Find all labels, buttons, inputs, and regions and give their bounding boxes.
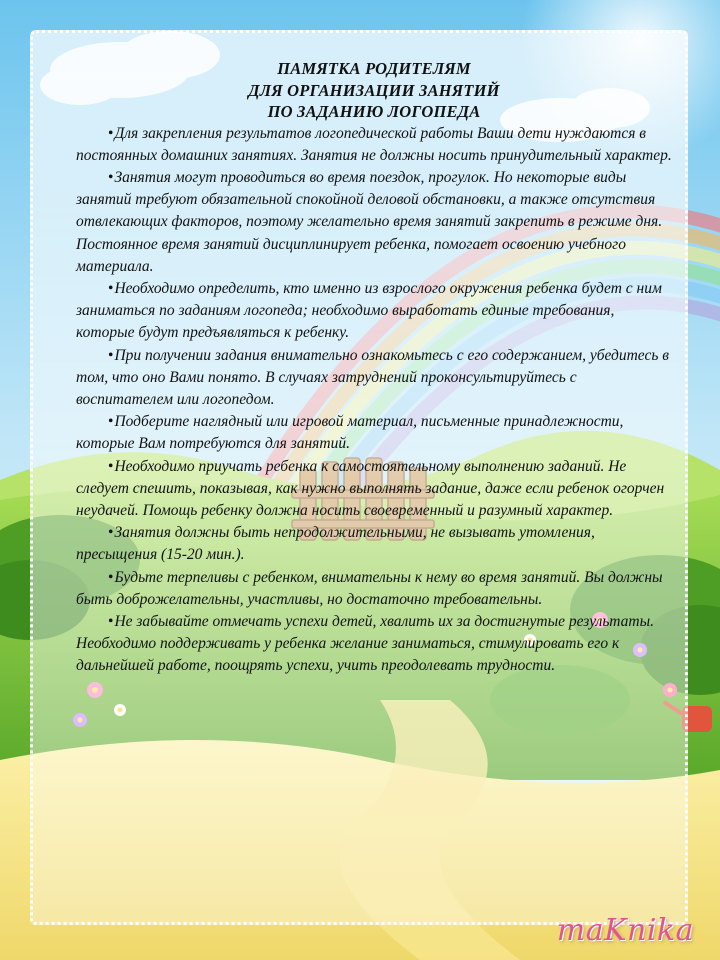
paragraph-1: •Для закрепления результатов логопедической работы Ваши дети нуждаются в постоянных домашних занятиях. Занятия не должны носить принудительный характер. xyxy=(76,124,672,164)
paragraph-4: •При получении задания внимательно ознакомьтесь с его содержанием, убедитесь в том, что оно Вами понято. В случаях затруднений проконсультируйтесь с воспитателем или логопедом. xyxy=(76,346,670,408)
bullet-icon: • xyxy=(108,413,114,431)
paragraph-8: •Будьте терпеливы с ребенком, внимательны к нему во время занятий. Вы должны быть доброжелательны, участливы, но достаточно требовательны. xyxy=(76,568,663,608)
paragraph-7: •Занятия должны быть непродолжительными, не вызывать утомления, пресыщения (15-20 мин.). xyxy=(76,524,595,564)
bullet-icon: • xyxy=(108,168,114,186)
title-line-1: ПАМЯТКА РОДИТЕЛЯМ xyxy=(277,59,471,78)
memo-content xyxy=(76,58,672,678)
paragraph-2: •Занятия могут проводиться во время поездок, прогулок. Но некоторые виды занятий требуют обязательной спокойной деловой обстановки, а также отсутствия отвлекающих факторов, поэтому желательно время занятий закрепить в режиме дня. Постоянное время занятий дисциплинирует ребенка, помогает освоению учебного материала. xyxy=(76,168,663,275)
paragraph-5: •Подберите наглядный или игровой материал, письменные принадлежности, которые Вам потребуются для занятий. xyxy=(76,413,624,453)
paragraph-3: •Необходимо определить, кто именно из взрослого окружения ребенка будет с ним заниматься по заданиям логопеда; необходимо выработать единые требования, которые будут предъявляться к ребенку. xyxy=(76,279,662,342)
bullet-icon: • xyxy=(108,457,114,475)
bullet-icon: • xyxy=(108,124,114,142)
watermark-logo: maKnika xyxy=(556,913,694,948)
bullet-icon: • xyxy=(108,346,114,364)
paragraph-6: •Необходимо приучать ребенка к самостоятельному выполнению заданий. Не следует спешить, показывая, как нужно выполнять задание, даже если ребенок огорчен неудачей. Помощь ребенку должна носить своевременный и разумный характер. xyxy=(76,457,665,519)
title-line-3: ПО ЗАДАНИЮ ЛОГОПЕДА xyxy=(267,102,481,121)
memo-title xyxy=(76,58,672,123)
bullet-icon: • xyxy=(108,612,114,630)
bullet-icon: • xyxy=(108,524,114,542)
paragraph-9: •Не забывайте отмечать успехи детей, хвалить их за достигнутые результаты. Необходимо поддерживать у ребенка желание заниматься, стимулировать его к дальнейшей работе, поощрять успехи, учить преодолевать трудности. xyxy=(76,612,654,675)
title-line-2: ДЛЯ ОРГАНИЗАЦИИ ЗАНЯТИЙ xyxy=(248,80,500,100)
bullet-icon: • xyxy=(108,279,114,297)
bullet-icon: • xyxy=(108,568,114,586)
